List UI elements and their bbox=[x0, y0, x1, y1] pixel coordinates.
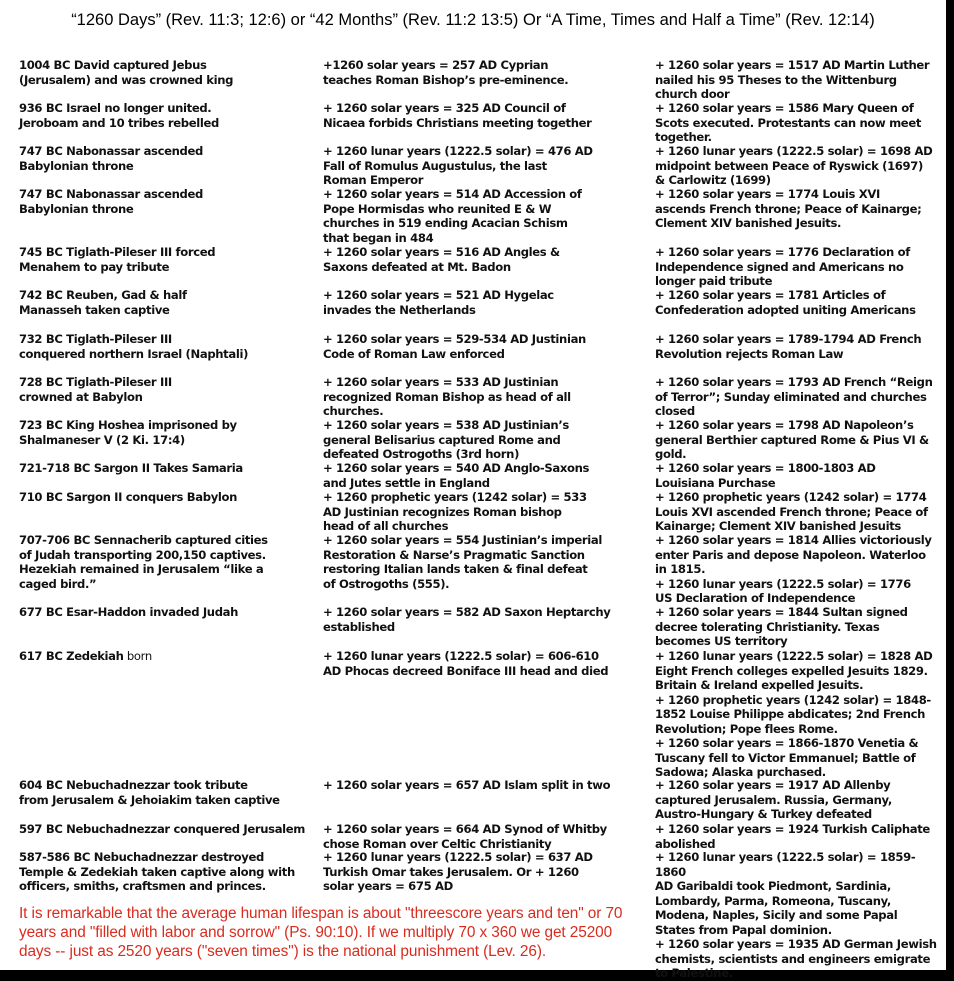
bc-event: 707-706 BC Sennacherib captured cities of Judah transporting 200,150 captives. Hezekiah remained in Jerusalem “like a caged bird.” bbox=[19, 533, 268, 591]
modern-event: + 1260 solar years = 1781 Articles of Confederation adopted uniting Americans bbox=[655, 288, 916, 317]
ad-event: + 1260 solar years = 521 AD Hygelac invades the Netherlands bbox=[323, 288, 554, 317]
modern-event: + 1260 solar years = 1924 Turkish Caliphate abolished bbox=[655, 822, 930, 851]
modern-event: + 1260 solar years = 1776 Declaration of Independence signed and Americans no longer paid tribute bbox=[655, 245, 910, 288]
bc-event-suffix: born bbox=[123, 649, 152, 663]
ad-event: + 1260 prophetic years (1242 solar) = 533 AD Justinian recognizes Roman bishop head of all churches bbox=[323, 490, 587, 533]
modern-event: + 1260 solar years = 1517 AD Martin Luther nailed his 95 Theses to the Wittenburg church door bbox=[655, 58, 930, 101]
bc-event: 1004 BC David captured Jebus (Jerusalem) and was crowned king bbox=[19, 58, 234, 87]
bc-event: 721-718 BC Sargon II Takes Samaria bbox=[19, 461, 243, 475]
ad-event: + 1260 solar years = 533 AD Justinian recognized Roman Bishop as head of all churches. bbox=[323, 375, 571, 418]
bc-event: 710 BC Sargon II conquers Babylon bbox=[19, 490, 238, 504]
modern-event: + 1260 prophetic years (1242 solar) = 1774 Louis XVI ascended French throne; Peace of Kainarge; Clement XIV banished Jesuits bbox=[655, 490, 928, 533]
ad-event: + 1260 lunar years (1222.5 solar) = 606-610 AD Phocas decreed Boniface III head and died bbox=[323, 649, 609, 678]
ad-event: + 1260 solar years = 516 AD Angles & Saxons defeated at Mt. Badon bbox=[323, 245, 560, 274]
bc-event: 604 BC Nebuchadnezzar took tribute from Jerusalem & Jehoiakim taken captive bbox=[19, 778, 280, 807]
bc-event: 732 BC Tiglath-Pileser III conquered northern Israel (Naphtali) bbox=[19, 332, 249, 361]
bc-event: 747 BC Nabonassar ascended Babylonian throne bbox=[19, 187, 203, 216]
ad-event: + 1260 solar years = 540 AD Anglo-Saxons and Jutes settle in England bbox=[323, 461, 590, 490]
modern-event: + 1260 lunar years (1222.5 solar) = 1859-1860 AD Garibaldi took Piedmont, Sardinia, Lombardy, Parma, Romeona, Tuscany, Modena, Naples, Sicily and some Papal States from Papal dominion. + 1260 solar years = 1935 AD German Jewish chemists, scientists and engineers emigrate to Palestine. bbox=[655, 850, 937, 980]
bc-event: 728 BC Tiglath-Pileser III crowned at Babylon bbox=[19, 375, 172, 404]
lifespan-note: It is remarkable that the average human lifespan is about "threescore years and ten" or 70 years and "filled with labor and sorrow" (Ps. 90:10). If we multiply 70 x 360 we get 25200 days -- just as 2520 years ("seven times") is the national punishment (Lev. 26). bbox=[19, 905, 623, 960]
modern-event: + 1260 solar years = 1844 Sultan signed decree tolerating Christianity. Texas becomes US territory bbox=[655, 605, 908, 648]
bc-event: 747 BC Nabonassar ascended Babylonian throne bbox=[19, 144, 203, 173]
bc-event: 597 BC Nebuchadnezzar conquered Jerusalem bbox=[19, 822, 306, 836]
ad-event: + 1260 solar years = 582 AD Saxon Heptarchy established bbox=[323, 605, 611, 634]
ad-event: + 1260 solar years = 538 AD Justinian’s general Belisarius captured Rome and defeated Ostrogoths (3rd horn) bbox=[323, 418, 569, 461]
modern-event: + 1260 solar years = 1774 Louis XVI ascends French throne; Peace of Kainarge; Clement XIV banished Jesuits. bbox=[655, 187, 922, 230]
modern-event: + 1260 solar years = 1800-1803 AD Louisiana Purchase bbox=[655, 461, 876, 490]
page-title: “1260 Days” (Rev. 11:3; 12:6) or “42 Months” (Rev. 11:2 13:5) Or “A Time, Times and Half a Time” (Rev. 12:14) bbox=[71, 11, 875, 29]
ad-event: + 1260 solar years = 554 Justinian’s imperial Restoration & Narse’s Pragmatic Sanction restoring Italian lands taken & final defeat of Ostrogoths (555). bbox=[323, 533, 602, 591]
modern-event: + 1260 solar years = 1586 Mary Queen of Scots executed. Protestants can now meet together. bbox=[655, 101, 922, 144]
bc-event-text: 617 BC Zedekiah bbox=[19, 649, 124, 663]
modern-event: + 1260 solar years = 1917 AD Allenby captured Jerusalem. Russia, Germany, Austro-Hungary & Turkey defeated bbox=[655, 778, 892, 821]
modern-event: + 1260 lunar years (1222.5 solar) = 1828 AD Eight French colleges expelled Jesuits 1829. Britain & Ireland expelled Jesuits. + 1260 prophetic years (1242 solar) = 1848- 1852 Louise Philippe abdicates; 2nd French Revolution; Pope flees Rome. + 1260 solar years = 1866-1870 Venetia & Tuscany fell to Victor Emmanuel; Battle of Sadowa; Alaska purchased. bbox=[655, 649, 933, 779]
modern-event: + 1260 lunar years (1222.5 solar) = 1698 AD midpoint between Peace of Ryswick (1697) & Carlowitz (1699) bbox=[655, 144, 933, 187]
ad-event: + 1260 solar years = 657 AD Islam split in two bbox=[323, 778, 611, 792]
ad-event: + 1260 lunar years (1222.5 solar) = 476 AD Fall of Romulus Augustulus, the last Roman Emperor bbox=[323, 144, 593, 187]
ad-event: + 1260 solar years = 325 AD Council of Nicaea forbids Christians meeting together bbox=[323, 101, 592, 130]
ad-event: +1260 solar years = 257 AD Cyprian teaches Roman Bishop’s pre-eminence. bbox=[323, 58, 569, 87]
bc-event: 587-586 BC Nebuchadnezzar destroyed Temple & Zedekiah taken captive along with officers, smiths, craftsmen and princes. bbox=[19, 850, 295, 893]
bc-event: 742 BC Reuben, Gad & half Manasseh taken captive bbox=[19, 288, 187, 317]
modern-event: + 1260 solar years = 1789-1794 AD French Revolution rejects Roman Law bbox=[655, 332, 922, 361]
ad-event: + 1260 lunar years (1222.5 solar) = 637 AD Turkish Omar takes Jerusalem. Or + 1260 solar years = 675 AD bbox=[323, 850, 593, 893]
bc-event: 677 BC Esar-Haddon invaded Judah bbox=[19, 605, 239, 619]
ad-event: + 1260 solar years = 529-534 AD Justinian Code of Roman Law enforced bbox=[323, 332, 586, 361]
bc-event bbox=[19, 649, 317, 664]
bc-event: 936 BC Israel no longer united. Jeroboam and 10 tribes rebelled bbox=[19, 101, 219, 130]
modern-event: + 1260 solar years = 1814 Allies victoriously enter Paris and depose Napoleon. Waterloo in 1815. + 1260 lunar years (1222.5 solar) = 1776 US Declaration of Independence bbox=[655, 533, 932, 605]
bc-event: 723 BC King Hoshea imprisoned by Shalmaneser V (2 Ki. 17:4) bbox=[19, 418, 237, 447]
modern-event: + 1260 solar years = 1798 AD Napoleon’s general Berthier captured Rome & Pius VI & gold. bbox=[655, 418, 929, 461]
ad-event: + 1260 solar years = 514 AD Accession of Pope Hormisdas who reunited E & W churches in 519 ending Acacian Schism that began in 484 bbox=[323, 187, 582, 245]
modern-event: + 1260 solar years = 1793 AD French “Reign of Terror”; Sunday eliminated and churches closed bbox=[655, 375, 933, 418]
bc-event: 745 BC Tiglath-Pileser III forced Menahem to pay tribute bbox=[19, 245, 216, 274]
ad-event: + 1260 solar years = 664 AD Synod of Whitby chose Roman over Celtic Christianity bbox=[323, 822, 607, 851]
